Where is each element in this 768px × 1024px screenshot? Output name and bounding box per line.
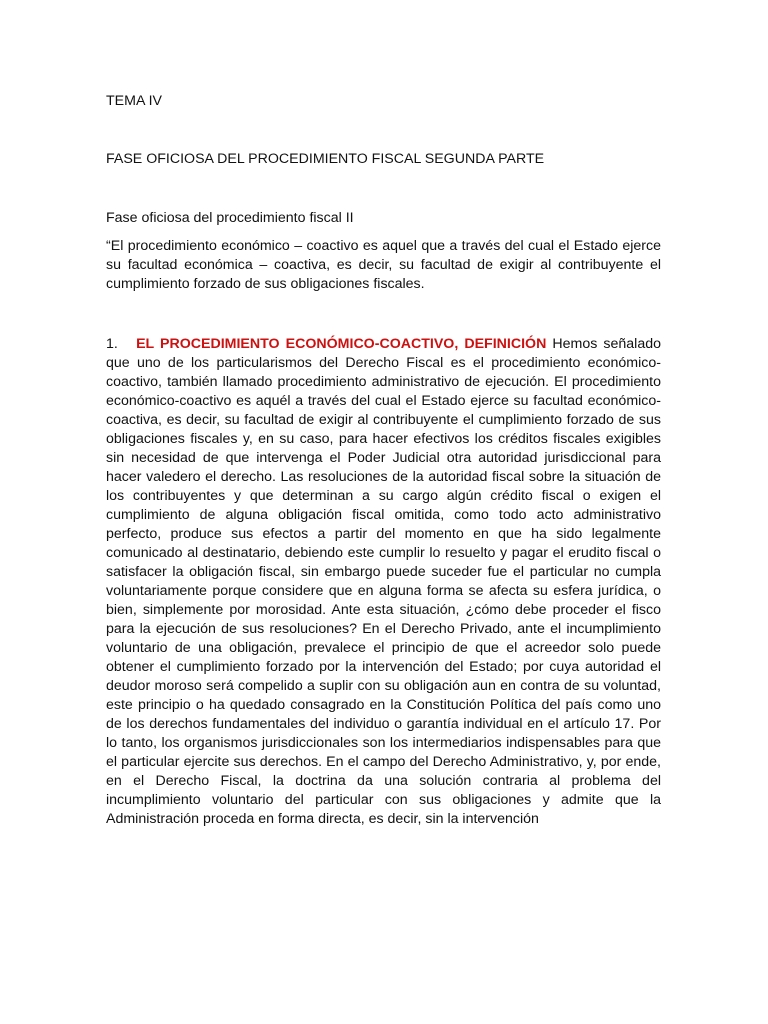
document-title: FASE OFICIOSA DEL PROCEDIMIENTO FISCAL SEGUNDA PARTE xyxy=(106,151,545,167)
intro-quote: “El procedimiento económico – coactivo es aquel que a través del cual el Estado ejerce su facultad económica – coactiva, es decir, su facultad de exigir al contribuyente el cumplimiento forzado de sus obligaciones fiscales. xyxy=(106,238,661,292)
document-subtitle: Fase oficiosa del procedimiento fiscal II xyxy=(106,210,354,226)
section-1-body: Hemos señalado que uno de los particularismos del Derecho Fiscal es el procedimiento económico-coactivo, también llamado procedimiento administrativo de ejecución. El procedimiento económico-coactivo es aquél a través del cual el Estado ejerce su facultad económico-coactiva, es decir, su facultad de exigir al contribuyente el cumplimiento forzado de sus obligaciones fiscales y, en su caso, para hacer efectivos los créditos fiscales exigibles sin necesidad de que intervenga el Poder Judicial otra autoridad jurisdiccional para hacer valedero el derecho. Las resoluciones de la autoridad fiscal sobre la situación de los contribuyentes y que determinan a su cargo algún crédito fiscal o exigen el cumplimiento de alguna obligación fiscal omitida, como todo acto administrativo perfecto, produce sus efectos a partir del momento en que ha sido legalmente comunicado al destinatario, debiendo este cumplir lo resuelto y pagar el erudito fiscal o satisfacer la obligación fiscal, sin embargo puede suceder fue el particular no cumpla voluntariamente porque considere que en alguna forma se afecta su esfera jurídica, o bien, simplemente por morosidad. Ante esta situación, ¿cómo debe proceder el fisco para la ejecución de sus resoluciones? En el Derecho Privado, ante el incumplimiento voluntario de una obligación, prevalece el principio de que el acreedor solo puede obtener el cumplimiento forzado por la intervención del Estado; por cuya autoridad el deudor moroso será compelido a suplir con su obligación aun en contra de su voluntad, este principio o ha quedado consagrado en la Constitución Política del país como uno de los derechos fundamentales del individuo o garantía individual en el artículo 17. Por lo tanto, los organismos jurisdiccionales son los intermediarios indispensables para que el particular ejercite sus derechos. En el campo del Derecho Administrativo, y, por ende, en el Derecho Fiscal, la doctrina da una solución contraria al problema del incumplimiento voluntario del particular con sus obligaciones y admite que la Administración proceda en forma directa, es decir, sin la intervención xyxy=(106,336,662,827)
tema-label: TEMA IV xyxy=(106,93,162,109)
section-1-heading: EL PROCEDIMIENTO ECONÓMICO-COACTIVO, DEFINICIÓN xyxy=(136,336,547,352)
section-1-paragraph xyxy=(106,335,661,829)
section-1-number: 1. xyxy=(106,336,118,352)
